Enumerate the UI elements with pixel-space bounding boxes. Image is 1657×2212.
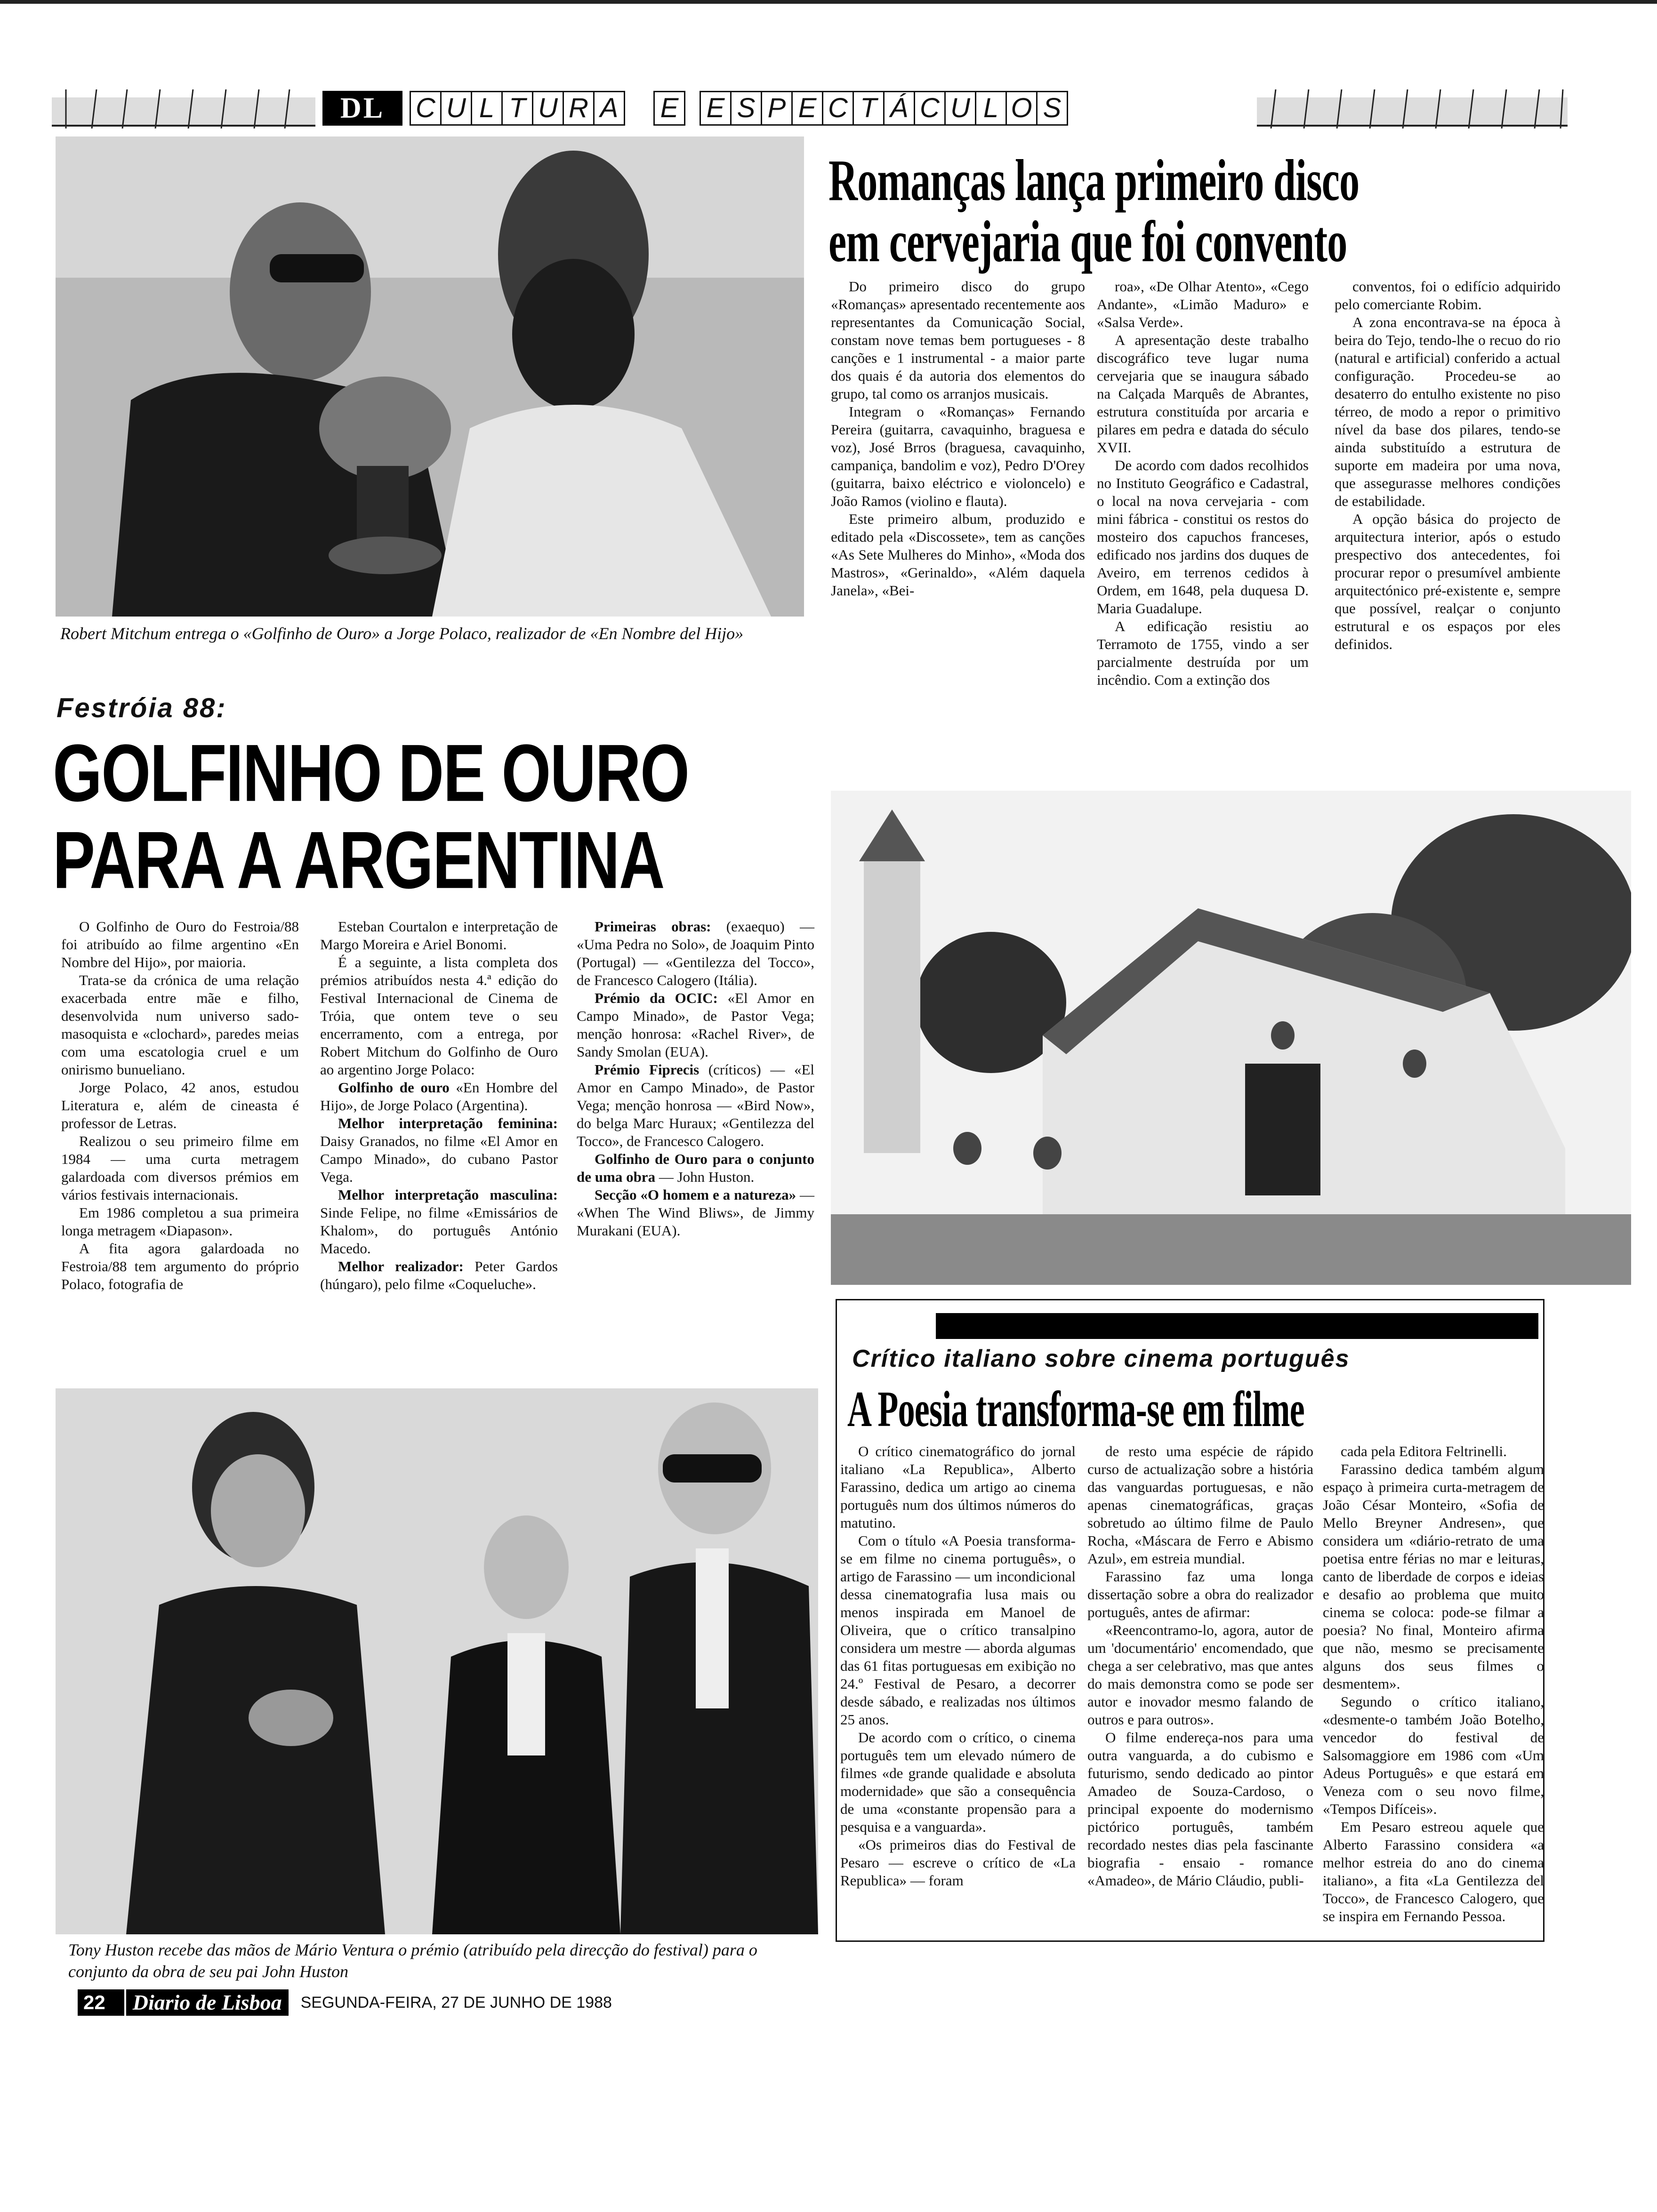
- award-label: Golfinho de Ouro para o conjunto de uma obra: [577, 1151, 814, 1185]
- romancas-headline-line1: Romanças lança primeiro disco: [828, 147, 1359, 213]
- section-letter: R: [564, 92, 595, 124]
- section-title: [410, 91, 1068, 126]
- photo-mitchum-polaco-image: [56, 136, 804, 617]
- section-letter: U: [533, 92, 564, 124]
- award-entry: [577, 1150, 814, 1186]
- poesia-paragraph: Com o título «A Poesia transforma-se em filme no cinema português», o artigo de Farassino — um incondicional dessa cinematografia lusa mais ou menos inspirada em Manoel de Oliveira, que o crítico transalpino considera um mestre — aborda algumas das 61 fitas portuguesas em exibição no 24.º Festival de Pesaro, a decorrer desde sábado, e realizadas nos últimos 25 anos.: [840, 1532, 1076, 1728]
- section-letter: P: [762, 92, 793, 124]
- award-entry: [320, 1114, 558, 1186]
- golfinho-paragraph: Em 1986 completou a sua primeira longa metragem «Diapason».: [61, 1204, 299, 1239]
- page-number: 22: [78, 1989, 124, 2016]
- award-text: (críticos) — «El Amor en Campo Minado», de Pastor Vega; menção honrosa — «Bird Now», do belga Marc Huraux; «Gentilezza del Tocco», de Francesco Calogero.: [577, 1061, 814, 1149]
- golfinho-paragraph: Realizou o seu primeiro filme em 1984 — uma curta metragem galardoada com diversos prémios em vários festivais internacionais.: [61, 1133, 299, 1203]
- award-entry: [577, 1186, 814, 1240]
- golfinho-paragraph: Esteban Courtalon e interpretação de Margo Moreira e Ariel Bonomi.: [320, 918, 558, 953]
- romancas-paragraph: roa», «De Olhar Atento», «Cego Andante», «Limão Maduro» e «Salsa Verde».: [1097, 278, 1309, 330]
- golfinho-paragraph: A fita agora galardoada no Festroia/88 tem argumento do próprio Polaco, fotografia de: [61, 1240, 299, 1292]
- poesia-column-1: [840, 1443, 1076, 1890]
- poesia-paragraph: Farassino dedica também algum espaço à primeira curta-metragem de João César Monteiro, «Sofia de Mello Breyner Andresen», que considera um «diário-retrato de uma poetisa entre férias no mar e leituras, canto de liberdade de corpos e ideias e desafio ao problema que muito cinema se coloca: pode-se filmar a poesia? No final, Monteiro afirma que não, mesmo se precisamente alguns dos seus filmes o desmentem».: [1323, 1461, 1544, 1692]
- award-entry: [577, 1061, 814, 1150]
- section-letter: C: [823, 92, 854, 124]
- dl-logo: [322, 91, 402, 126]
- golfinho-headline-line1: GOLFINHO DE OURO: [53, 727, 689, 818]
- poesia-kicker: Crítico italiano sobre cinema português: [852, 1345, 1350, 1372]
- golfinho-paragraph: Trata-se da crónica de uma relação exacerbada entre mãe e filho, desenvolvida num universo sado-masoquista e «clochard», paredes meias com uma escatologia cruel e um onirismo bunueliano.: [61, 972, 299, 1078]
- section-letter: E: [655, 92, 685, 124]
- poesia-headline: A Poesia transforma-se em filme: [847, 1381, 1304, 1437]
- photo-huston: [56, 1388, 818, 1934]
- golfinho-column-3: [577, 918, 814, 1240]
- romancas-paragraph: A apresentação deste trabalho discográfico teve lugar numa cervejaria que se inaugura sábado na Calçada Marquês de Abrantes, estrutura constituída por arcaria e pilares em pedra e datada do século XVII.: [1097, 332, 1309, 456]
- romancas-paragraph: A edificação resistiu ao Terramoto de 1755, vindo a ser parcialmente destruída por um incêndio. Com a extinção dos: [1097, 618, 1309, 688]
- section-letter: S: [732, 92, 762, 124]
- award-entry: [320, 1079, 558, 1114]
- golfinho-paragraph: É a seguinte, a lista completa dos prémios atribuídos nesta 4.ª edição do Festival Internacional de Cinema de Tróia, que ontem teve o seu encerramento, com a entrega, por Robert Mitchum do Golfinho de Ouro ao argentino Jorge Polaco:: [320, 954, 558, 1078]
- award-text: — «When The Wind Bliws», de Jimmy Murakani (EUA).: [577, 1186, 814, 1239]
- poesia-paragraph: Em Pesaro estreou aquele que Alberto Farassino considera «a melhor estreia do ano do cinema italiano», a fita «La Gentilezza del Tocco», de Francesco Calogero, que se inspira em Fernando Pessoa.: [1323, 1819, 1544, 1924]
- award-label: Golfinho de ouro: [338, 1079, 456, 1096]
- footer: [78, 1988, 612, 2017]
- romancas-headline-line2: em cervejaria que foi convento: [828, 208, 1347, 274]
- section-letter: Á: [885, 92, 915, 124]
- festroia-kicker: Festróia 88:: [56, 693, 227, 723]
- award-text: Sinde Felipe, no filme «Emissários de Khalom», do português António Macedo.: [320, 1204, 558, 1257]
- poesia-paragraph: O filme endereça-nos para uma outra vanguarda, a do cubismo e futurismo, sendo dedicado ao pintor Amadeo de Souza-Cardoso, o principal expoente do modernismo pictórico português, também recordado nestes dias pela fascinante biografia - ensaio - romance «Amadeo», de Mário Cláudio, publi-: [1087, 1729, 1313, 1889]
- award-label: Prémio da OCIC:: [595, 990, 728, 1006]
- section-letter: C: [411, 92, 442, 124]
- award-text: «En Hombre del Hijo», de Jorge Polaco (Argentina).: [320, 1079, 558, 1114]
- photo-cervejaria: [831, 791, 1631, 1285]
- award-label: Secção «O homem e a natureza»: [595, 1186, 800, 1203]
- top-rule: [0, 0, 1657, 4]
- poesia-paragraph: Farassino faz uma longa dissertação sobre a obra do realizador português, antes de afirmar:: [1087, 1568, 1313, 1620]
- header-hatch-left: [52, 87, 315, 129]
- romancas-paragraph: A opção básica do projecto de arquitectura interior, após o estudo prespectivo dos antecedentes, foi procurar repor o presumível ambiente arquitectónico pré-existente e, sempre que possível, realçar o conjunto estrutural e os espaços por eles definidos.: [1335, 511, 1560, 652]
- award-text: «El Amor en Campo Minado», de Pastor Vega; menção honrosa: «Rachel River», de Sandy Smolan (EUA).: [577, 990, 814, 1060]
- section-letter: U: [442, 92, 472, 124]
- poesia-column-3: [1323, 1443, 1544, 1925]
- photo-mitchum-caption: Robert Mitchum entrega o «Golfinho de Ouro» a Jorge Polaco, realizador de «En Nombre del Hijo»: [60, 624, 744, 643]
- section-letter: T: [854, 92, 885, 124]
- award-entry: [320, 1186, 558, 1258]
- award-label: Prémio Fiprecis: [595, 1061, 708, 1078]
- poesia-paragraph: «Reencontramo-lo, agora, autor de um 'documentário' encomendado, que chega a ser celebrativo, mas que antes do mais demonstra como se pode ser autor e inovador mesmo falando de outros e para outros».: [1087, 1622, 1313, 1728]
- award-label: Primeiras obras:: [595, 918, 726, 935]
- issue-date: SEGUNDA-FEIRA, 27 DE JUNHO DE 1988: [300, 1994, 612, 2012]
- golfinho-headline-line2: PARA A ARGENTINA: [53, 814, 664, 906]
- romancas-paragraph: Integram o «Romanças» Fernando Pereira (guitarra, cavaquinho, braguesa e voz), José Brros (braguesa, cavaquinho, campaniça, bandolim e voz), Pedro D'Orey (guitarra, baixo eléctrico e violoncelo) e João Ramos (violino e flauta).: [831, 403, 1085, 509]
- poesia-paragraph: cada pela Editora Feltrinelli.: [1341, 1443, 1507, 1459]
- romancas-paragraph: Este primeiro album, produzido e editado pela «Discossete», tem as canções «As Sete Mulheres do Minho», «Moda dos Mastros», «Gerinaldo», «Além daquela Janela», «Bei-: [831, 511, 1085, 599]
- romancas-paragraph: Do primeiro disco do grupo «Romanças» apresentado recentemente aos representantes da Comunicação Social, constam nove temas bem portugueses - 8 canções e 1 instrumental - a maior parte dos quais é da autoria dos elementos do grupo, tal como os arranjos musicais.: [831, 278, 1085, 402]
- section-letter: L: [472, 92, 503, 124]
- award-text: Peter Gardos (húngaro), pelo filme «Coqueluche».: [320, 1258, 558, 1292]
- award-text: Daisy Granados, no filme «El Amor en Campo Minado», do cubano Pastor Vega.: [320, 1133, 558, 1185]
- section-letter: S: [1038, 92, 1068, 124]
- golfinho-column-2: [320, 918, 558, 1293]
- section-letter: C: [915, 92, 946, 124]
- poesia-paragraph: Segundo o crítico italiano, «desmente-o também João Botelho, vencedor do festival de Salsomaggiore em 1986 com «Um Adeus Português» e que estará em Veneza com o seu novo filme, «Tempos Difíceis».: [1323, 1693, 1544, 1817]
- section-letter: E: [793, 92, 823, 124]
- section-letter: A: [595, 92, 625, 124]
- golfinho-column-1: [61, 918, 299, 1293]
- section-letter: E: [701, 92, 732, 124]
- award-entry: [577, 989, 814, 1061]
- photo-huston-image: [56, 1388, 818, 1934]
- photo-mitchum-polaco: [56, 136, 804, 617]
- header-hatch-right: [1257, 87, 1568, 129]
- poesia-paragraph: de resto uma espécie de rápido curso de actualização sobre a história das vanguardas portuguesas, e não apenas cinematográficas, graças sobretudo ao último filme de Paulo Rocha, «Máscara de Ferro e Abismo Azul», em estreia mundial.: [1087, 1443, 1313, 1567]
- poesia-paragraph: «Os primeiros dias do Festival de Pesaro — escreve o crítico de «La Republica» — foram: [840, 1836, 1076, 1889]
- newspaper-name: Diario de Lisboa: [126, 1989, 289, 2016]
- section-letter: O: [1007, 92, 1038, 124]
- poesia-paragraph: De acordo com o crítico, o cinema português tem um elevado número de filmes «de grande qualidade e absoluta modernidade» que são a consequência de uma «constante propensão para a pesquisa e a vanguarda».: [840, 1729, 1076, 1835]
- section-letter: U: [946, 92, 976, 124]
- poesia-paragraph: O crítico cinematográfico do jornal italiano «La Republica», Alberto Farassino, dedica um artigo ao cinema português num dos últimos números do matutino.: [840, 1443, 1076, 1531]
- romancas-paragraph: A zona encontrava-se na época à beira do Tejo, tendo-lhe o recuo do rio (natural e artificial) conferido a actual configuração. Procedeu-se ao desaterro do entulho existente no piso térreo, de modo a repor o primitivo nível da base dos pilares, tendo-se ainda substituído a estrutura de suporte em madeira por uma nova, que assegurasse melhores condições de estabilidade.: [1335, 314, 1560, 509]
- award-label: Melhor interpretação feminina:: [338, 1115, 558, 1131]
- award-text: — John Huston.: [659, 1169, 755, 1185]
- romancas-paragraph: De acordo com dados recolhidos no Instituto Geográfico e Cadastral, o local na nova cervejaria - com mini fábrica - constitui os restos do mosteiro dos capuchos franceses, edificado nos jardins dos duques de Aveiro, em terrenos cedidos à Ordem, em 1648, pela duquesa D. Maria Guadalupe.: [1097, 457, 1309, 617]
- romancas-column-1: [831, 278, 1085, 600]
- award-label: Melhor realizador:: [338, 1258, 475, 1274]
- golfinho-paragraph: Jorge Polaco, 42 anos, estudou Literatura e, além de cineasta é professor de Letras.: [61, 1079, 299, 1131]
- section-header: [52, 87, 1568, 129]
- dl-logo-text: DL: [340, 92, 385, 124]
- photo-huston-caption: Tony Huston recebe das mãos de Mário Ventura o prémio (atribuído pela direcção do festival) para o conjunto da obra de seu pai John Huston: [68, 1940, 757, 1981]
- photo-cervejaria-image: [831, 791, 1631, 1285]
- golfinho-paragraph: O Golfinho de Ouro do Festroia/88 foi atribuído ao filme argentino «En Nombre del Hijo», por maioria.: [61, 918, 299, 970]
- romancas-column-3: [1335, 278, 1560, 653]
- award-entry: [577, 918, 814, 989]
- romancas-column-2: [1097, 278, 1309, 689]
- section-letter: L: [976, 92, 1007, 124]
- section-letter: T: [503, 92, 533, 124]
- poesia-column-2: [1087, 1443, 1313, 1890]
- award-entry: [320, 1258, 558, 1293]
- award-label: Melhor interpretação masculina:: [338, 1186, 558, 1203]
- award-text: (exaequo) — «Uma Pedra no Solo», de Joaquim Pinto (Portugal) — «Gentilezza del Tocco», de Francesco Calogero (Itália).: [577, 918, 814, 988]
- romancas-paragraph: conventos, foi o edifício adquirido pelo comerciante Robim.: [1335, 278, 1560, 313]
